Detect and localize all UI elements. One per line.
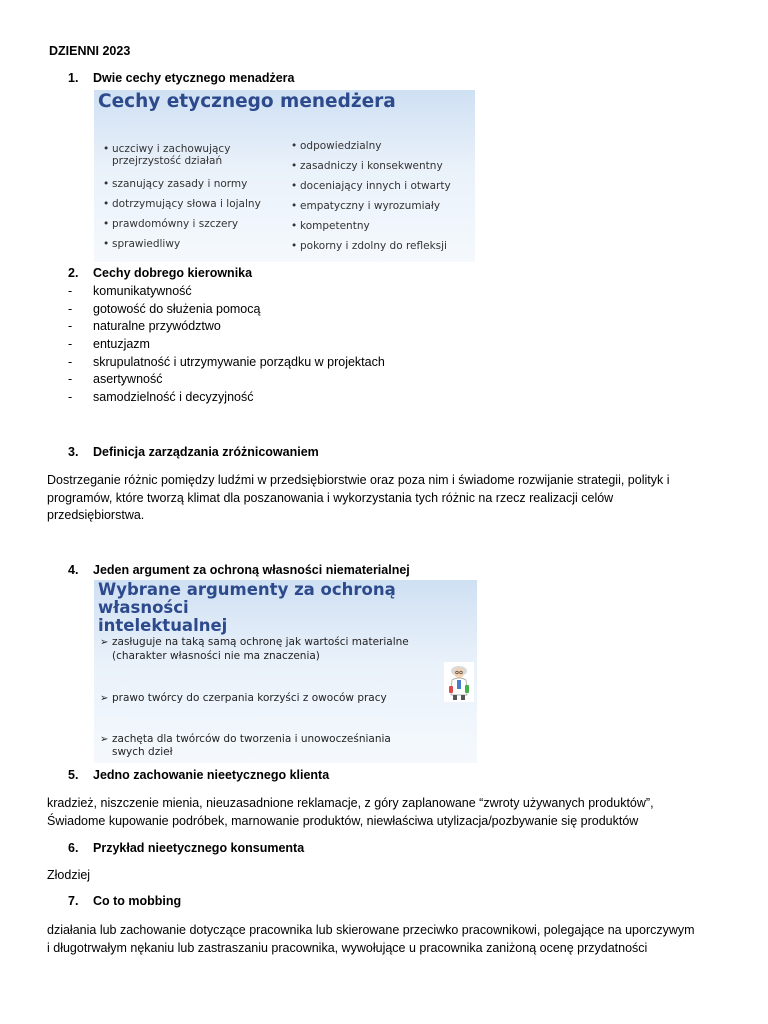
slide1-right-item-2: • zasadniczy i konsekwentny [300,160,443,173]
q2-number: 2. [68,266,79,280]
list-item: naturalne przywództwo [93,319,221,333]
list-dash: - [68,355,73,369]
slide1-left-item-1: • uczciwy i zachowujący [112,143,230,156]
list-item: komunikatywność [93,284,192,298]
slide2-argument-1-line-1: zasługuje na taką samą ochronę jak wartości materialne [112,636,409,648]
scientist-clipart-icon [444,662,474,702]
slide2-argument-2-text: prawo twórcy do czerpania korzyści z owoców pracy [112,692,387,704]
arrow-bullet-icon: ➢ [100,734,109,745]
slide1-right-item-5: • kompetentny [300,220,370,233]
q3-heading: Definicja zarządzania zróżnicowaniem [93,445,319,459]
slide2-argument-3-line-1: zachęta dla twórców do tworzenia i unowocześniania [112,733,391,745]
slide2-argument-3 [100,733,462,746]
slide1-title: Cechy etycznego menedżera [98,91,396,112]
slide1-right-item-6: • pokorny i zdolny do refleksji [300,240,447,253]
slide1-right-item-3: • doceniający innych i otwarty [300,180,451,193]
q3-number: 3. [68,445,79,459]
slide2-argument-2 [100,692,387,705]
q7-paragraph-line-2: i długotrwałym nękaniu lub zastraszaniu pracownika, wywołujące u pracownika zaniżoną ocenę przydatności [47,941,648,955]
slide2-argument-1 [100,636,464,649]
slide1-left-item-2: • szanujący zasady i normy [112,178,247,191]
q3-paragraph-line-1: Dostrzeganie różnic pomiędzy ludźmi w przedsiębiorstwie oraz poza nim i świadome rozwijanie strategii, polityk i [47,473,670,487]
document-title: DZIENNI 2023 [49,44,131,58]
q7-number: 7. [68,894,79,908]
slide1-left-item-1-cont: przejrzystość działań [112,155,223,167]
list-dash: - [68,302,73,316]
list-item: samodzielność i decyzyjność [93,390,254,404]
q3-paragraph-line-2: programów, które tworzą klimat dla poszanowania i wykorzystania tych różnic na rzecz realizacji celów [47,491,614,505]
slide2-title [98,581,468,635]
slide2-argument-1-line-2: (charakter własności nie ma znaczenia) [112,650,320,662]
q1-number: 1. [68,71,79,85]
slide1-left-item-4: • prawdomówny i szczery [112,218,238,231]
slide2-title-line-2: intelektualnej [98,616,228,635]
slide1-right-item-4: • empatyczny i wyrozumiały [300,200,440,213]
slide2-title-line-1: Wybrane argumenty za ochroną własności [98,580,396,617]
list-item: gotowość do służenia pomocą [93,302,261,316]
arrow-bullet-icon: ➢ [100,693,109,704]
list-dash: - [68,319,73,333]
q6-answer: Złodziej [47,868,91,882]
list-dash: - [68,284,73,298]
slide1-right-item-1: • odpowiedzialny [300,140,381,153]
slide1-left-item-5: • sprawiedliwy [112,238,180,251]
q5-paragraph-line-2: Świadome kupowanie podróbek, marnowanie produktów, niewłaściwa utylizacja/pozbywanie się produktów [47,814,639,828]
list-item: skrupulatność i utrzymywanie porządku w projektach [93,355,385,369]
q7-heading: Co to mobbing [93,894,182,908]
q4-heading: Jeden argument za ochroną własności niematerialnej [93,563,410,577]
ip-protection-slide-image [94,580,477,763]
slide1-left-item-3: • dotrzymujący słowa i lojalny [112,198,261,211]
q3-paragraph-line-3: przedsiębiorstwa. [47,508,145,522]
q2-heading: Cechy dobrego kierownika [93,266,253,280]
list-dash: - [68,390,73,404]
list-dash: - [68,372,73,386]
slide2-argument-3-line-2: swych dzieł [112,746,173,758]
ethical-manager-slide-image [94,90,475,262]
list-item: asertywność [93,372,163,386]
arrow-bullet-icon: ➢ [100,637,109,648]
q5-paragraph-line-1: kradzież, niszczenie mienia, nieuzasadnione reklamacje, z góry zaplanowane “zwroty używanych produktów”, [47,796,654,810]
q5-heading: Jedno zachowanie nieetycznego klienta [93,768,330,782]
q5-number: 5. [68,768,79,782]
q4-number: 4. [68,563,79,577]
q6-number: 6. [68,841,79,855]
q7-paragraph-line-1: działania lub zachowanie dotyczące pracownika lub skierowane przeciwko pracownikowi, polegające na uporczywym [47,923,695,937]
q1-heading: Dwie cechy etycznego menadżera [93,71,295,85]
list-dash: - [68,337,73,351]
list-item: entuzjazm [93,337,150,351]
q6-heading: Przykład nieetycznego konsumenta [93,841,305,855]
